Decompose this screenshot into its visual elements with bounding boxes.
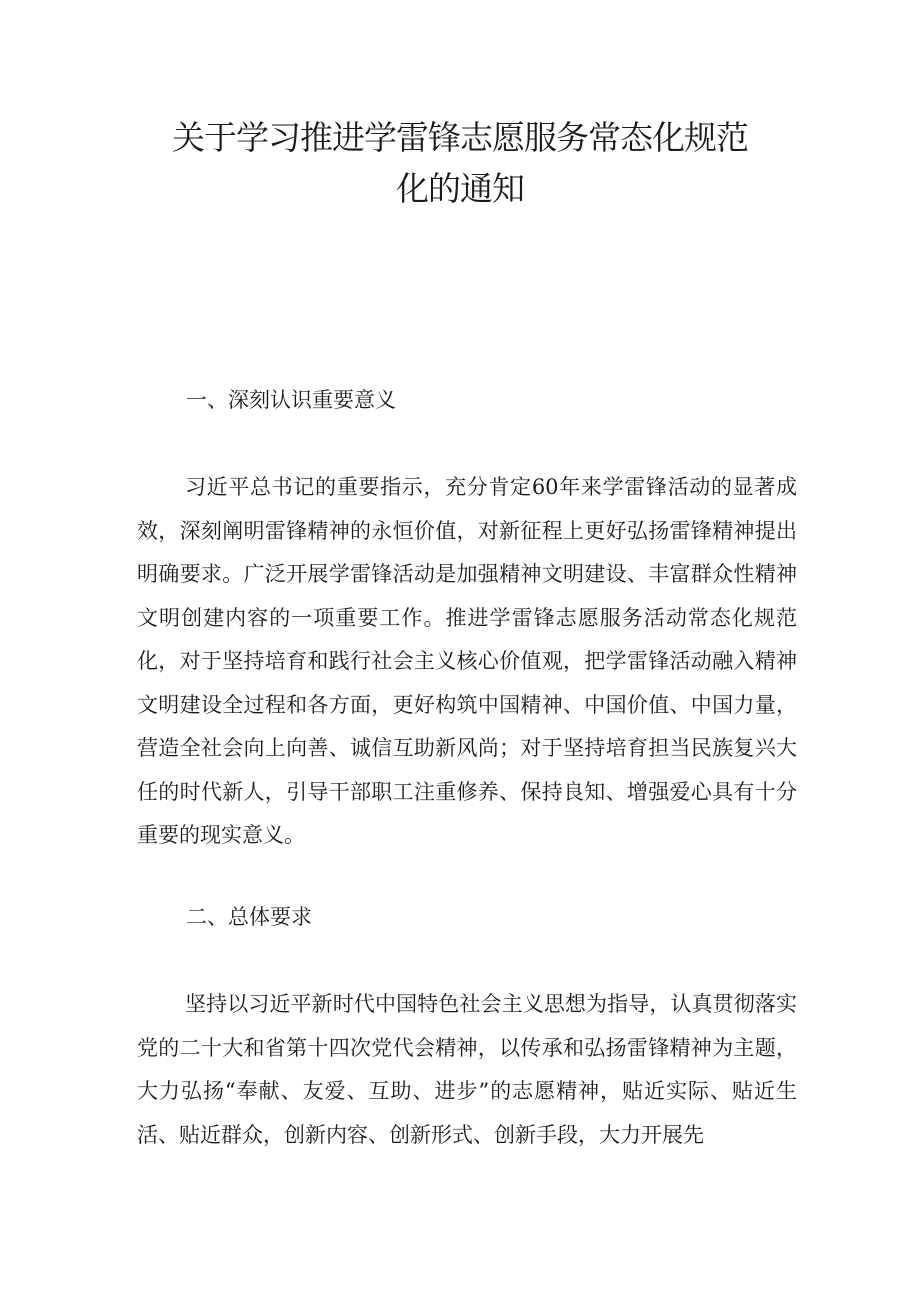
title-line-2: 化的通知 — [396, 169, 524, 208]
section-1-paragraph: 习近平总书记的重要指示，充分肯定60年来学雷锋活动的显著成效，深刻阐明雷锋精神的永恒价值，对新征程上更好弘扬雷锋精神提出明确要求。广泛开展学雷锋活动是加强精神文明建设、丰富群众性精神文明创建内容的一项重要工作。推进学雷锋志愿服务活动常态化规范化，对于坚持培育和践行社会主义核心价值观，把学雷锋活动融入精神文明建设全过程和各方面，更好构筑中国精神、中国价值、中国力量，营造全社会向上向善、诚信互助新风尚；对于坚持培育担当民族复兴大任的时代新人，引导干部职工注重修养、保持良知、增强爱心具有十分重要的现实意义。 — [137, 475, 797, 847]
title-line-1: 关于学习推进学雷锋志愿服务常态化规范 — [172, 118, 748, 157]
section-2-paragraph: 坚持以习近平新时代中国特色社会主义思想为指导，认真贯彻落实党的二十大和省第十四次党代会精神，以传承和弘扬雷锋精神为主题，大力弘扬“奉献、友爱、互助、进步”的志愿精神，贴近实际、贴近生活、贴近群众，创新内容、创新形式、创新手段，大力开展先 — [137, 992, 797, 1147]
section-2-heading: 二、总体要求 — [186, 905, 312, 929]
document-title — [110, 112, 810, 214]
section-1-heading: 一、深刻认识重要意义 — [186, 388, 396, 412]
